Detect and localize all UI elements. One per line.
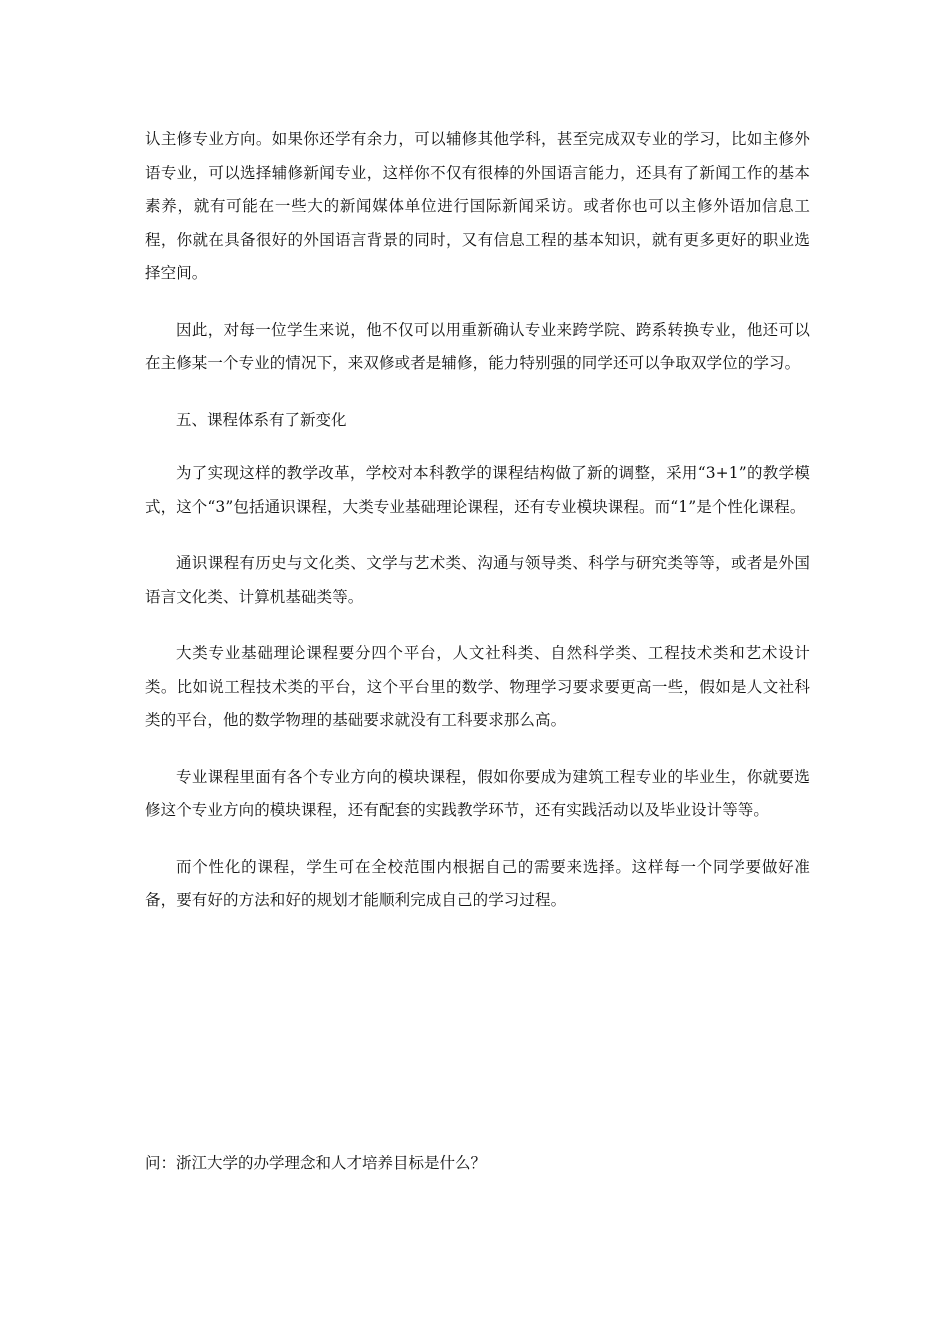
paragraph: 专业课程里面有各个专业方向的模块课程，假如你要成为建筑工程专业的毕业生，你就要选修这个专业方向的模块课程，还有配套的实践教学环节，还有实践活动以及毕业设计等等。 [145, 767, 810, 819]
section-heading: 五、课程体系有了新变化 [176, 410, 347, 429]
paragraph: 通识课程有历史与文化类、文学与艺术类、沟通与领导类、科学与研究类等等，或者是外国语言文化类、计算机基础类等。 [145, 554, 810, 606]
paragraph: 而个性化的课程，学生可在全校范围内根据自己的需要来选择。这样每一个同学要做好准备，要有好的方法和好的规划才能顺利完成自己的学习过程。 [145, 857, 810, 909]
document-body [145, 123, 810, 941]
paragraph-continuation: 认主修专业方向。如果你还学有余力，可以辅修其他学科，甚至完成双专业的学习，比如主修外语专业，可以选择辅修新闻专业，这样你不仅有很棒的外国语言能力，还具有了新闻工作的基本素养，就有可能在一些大的新闻媒体单位进行国际新闻采访。或者你也可以主修外语加信息工程，你就在具备很好的外国语言背景的同时，又有信息工程的基本知识，就有更多更好的职业选择空间。 [145, 130, 810, 282]
paragraph: 为了实现这样的教学改革，学校对本科教学的课程结构做了新的调整，采用“3+1”的教学模式，这个“3”包括通识课程，大类专业基础理论课程，还有专业模块课程。而“1”是个性化课程。 [145, 464, 810, 516]
question-heading: 问：浙江大学的办学理念和人才培养目标是什么？ [145, 1154, 487, 1172]
paragraph: 大类专业基础理论课程要分四个平台，人文社科类、自然科学类、工程技术类和艺术设计类。比如说工程技术类的平台，这个平台里的数学、物理学习要求要更高一些，假如是人文社科类的平台，他的数学物理的基础要求就没有工科要求那么高。 [145, 644, 810, 729]
paragraph: 因此，对每一位学生来说，他不仅可以用重新确认专业来跨学院、跨系转换专业，他还可以在主修某一个专业的情况下，来双修或者是辅修，能力特别强的同学还可以争取双学位的学习。 [145, 320, 810, 372]
